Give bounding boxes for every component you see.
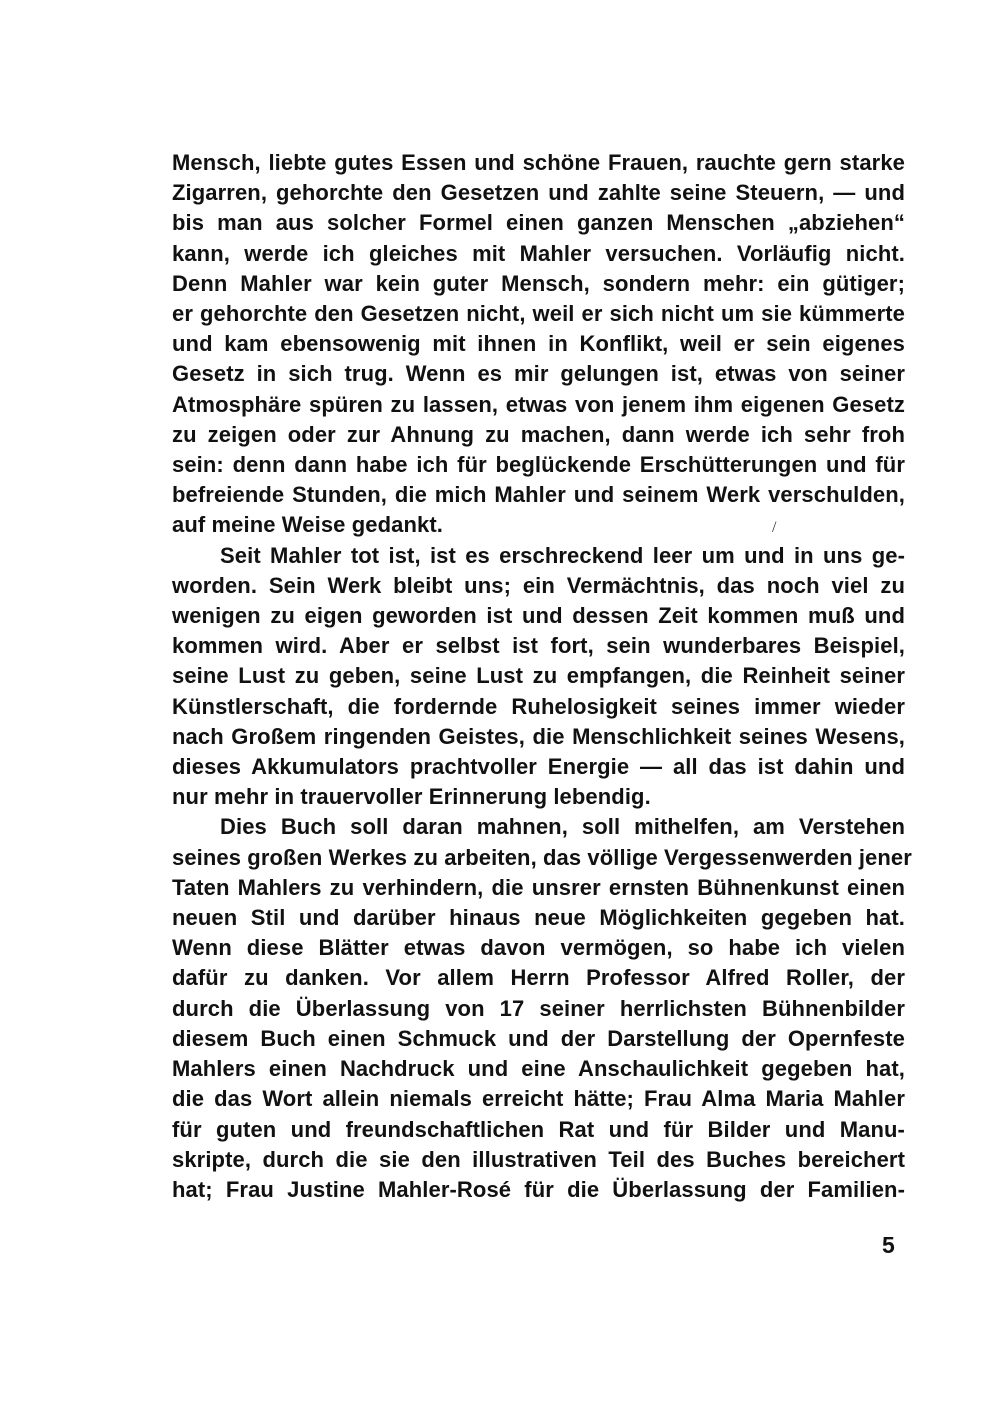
text-line: skripte, durch die sie den illustrativen Teil des Buches bereichert — [172, 1146, 905, 1172]
text-line: neuen Stil und darüber hinaus neue Möglichkeiten gegeben hat. — [172, 905, 905, 931]
paragraph-1 — [172, 148, 905, 541]
text-line: Denn Mahler war kein guter Mensch, sondern mehr: ein gütiger; — [172, 270, 905, 296]
text-line: Atmosphäre spüren zu lassen, etwas von jenem ihm eigenen Gesetz — [172, 391, 905, 417]
text-line: nur mehr in trauervoller Erinnerung lebendig. — [172, 784, 651, 810]
text-line: Dies Buch soll daran mahnen, soll mithelfen, am Verstehen — [220, 814, 905, 840]
body-text — [172, 148, 912, 1205]
text-line: bis man aus solcher Formel einen ganzen Menschen „abziehen“ — [172, 210, 905, 236]
text-line: Wenn diese Blätter etwas davon vermögen, so habe ich vielen — [172, 935, 905, 961]
text-line: sein: denn dann habe ich für beglückende Erschütterungen und für — [172, 452, 905, 478]
text-line: Mensch, liebte gutes Essen und schöne Frauen, rauchte gern starke — [172, 150, 905, 175]
text-line: seine Lust zu geben, seine Lust zu empfangen, die Reinheit seiner — [172, 663, 905, 689]
text-line: die das Wort allein niemals erreicht hätte; Frau Alma Maria Mahler — [172, 1086, 905, 1112]
text-line: dieses Akkumulators prachtvoller Energie — all das ist dahin und — [172, 754, 905, 780]
text-line: Mahlers einen Nachdruck und eine Anschaulichkeit gegeben hat, — [172, 1056, 905, 1082]
text-line: hat; Frau Justine Mahler-Rosé für die Überlassung der Familien- — [172, 1176, 905, 1202]
text-line: kommen wird. Aber er selbst ist fort, sein wunderbares Beispiel, — [172, 633, 905, 659]
text-line: zu zeigen oder zur Ahnung zu machen, dann werde ich sehr froh — [172, 421, 905, 447]
text-line: Taten Mahlers zu verhindern, die unsrer ernsten Bühnenkunst einen — [172, 874, 905, 900]
paragraph-2 — [172, 541, 905, 813]
stray-print-mark: / — [772, 519, 777, 536]
text-line: dafür zu danken. Vor allem Herrn Professor Alfred Roller, der — [172, 965, 905, 991]
text-line: worden. Sein Werk bleibt uns; ein Vermächtnis, das noch viel zu — [172, 572, 905, 598]
text-line: und kam ebensowenig mit ihnen in Konflikt, weil er sein eigenes — [172, 331, 905, 357]
text-line: seines großen Werkes zu arbeiten, das völlige Vergessenwerden jener — [172, 844, 912, 870]
text-line: diesem Buch einen Schmuck und der Darstellung der Opernfeste — [172, 1025, 905, 1051]
text-line: Seit Mahler tot ist, ist es erschreckend leer um und in uns ge- — [220, 542, 905, 568]
text-line: nach Großem ringenden Geistes, die Menschlichkeit seines Wesens, — [172, 723, 905, 749]
text-line: befreiende Stunden, die mich Mahler und seinem Werk verschulden, — [172, 482, 905, 508]
paragraph-3 — [172, 812, 912, 1205]
text-line: durch die Überlassung von 17 seiner herrlichsten Bühnenbilder — [172, 995, 905, 1021]
text-line: auf meine Weise gedankt. — [172, 512, 443, 538]
text-line: Gesetz in sich trug. Wenn es mir gelungen ist, etwas von seiner — [172, 361, 905, 387]
text-line: wenigen zu eigen geworden ist und dessen Zeit kommen muß und — [172, 603, 905, 629]
text-line: für guten und freundschaftlichen Rat und für Bilder und Manu- — [172, 1116, 905, 1142]
text-line: Zigarren, gehorchte den Gesetzen und zahlte seine Steuern, — und — [172, 180, 905, 206]
text-line: kann, werde ich gleiches mit Mahler versuchen. Vorläufig nicht. — [172, 240, 905, 266]
text-line: Künstlerschaft, die fordernde Ruhelosigkeit seines immer wieder — [172, 693, 905, 719]
page-number: 5 — [882, 1232, 895, 1258]
text-line: er gehorchte den Gesetzen nicht, weil er sich nicht um sie kümmerte — [172, 301, 905, 327]
